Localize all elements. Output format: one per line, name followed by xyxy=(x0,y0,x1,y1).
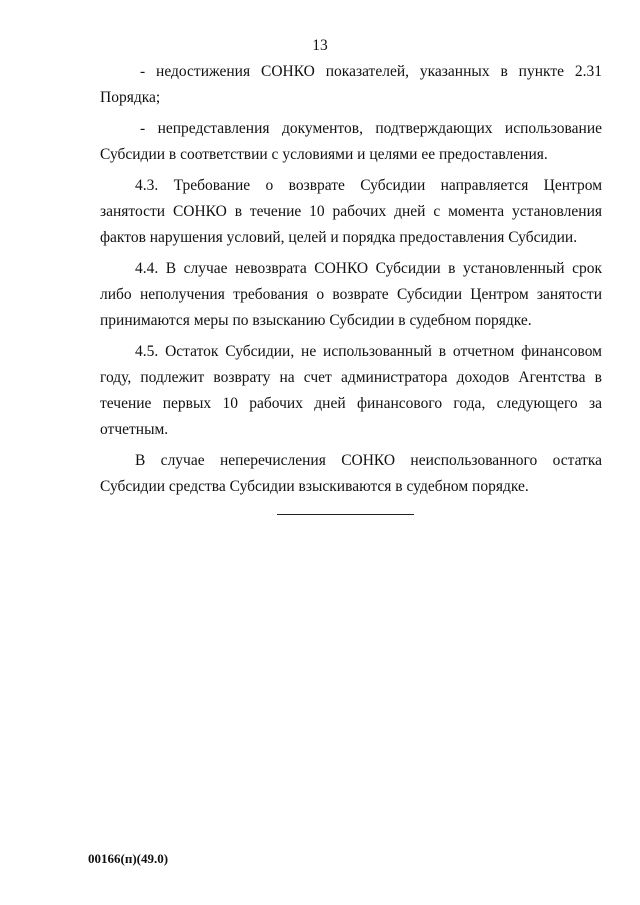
paragraph-4-3: 4.3. Требование о возврате Субсидии направляется Центром занятости СОНКО в течение 10 рабочих дней с момента установления фактов нарушения условий, целей и порядка предоставления Субсидии. xyxy=(100,177,602,246)
paragraph-4-5: 4.5. Остаток Субсидии, не использованный в отчетном финансовом году, подлежит возврату на счет администратора доходов Агентства в течение первых 10 рабочих дней финансового года, следующего за отчетным. xyxy=(100,343,602,438)
document-code: 00166(п)(49.0) xyxy=(88,851,169,866)
paragraph-non-transfer: В случае неперечисления СОНКО неиспользованного остатка Субсидии средства Субсидии взыскиваются в судебном порядке. xyxy=(100,452,602,495)
paragraph-bullet-documents: - непредставления документов, подтверждающих использование Субсидии в соответствии с условиями и целями ее предоставления. xyxy=(100,120,602,163)
paragraph-bullet-indicators: - недостижения СОНКО показателей, указанных в пункте 2.31 Порядка; xyxy=(100,63,602,106)
paragraph-4-4: 4.4. В случае невозврата СОНКО Субсидии в установленный срок либо неполучения требования о возврате Субсидии Центром занятости принимаются меры по взысканию Субсидии в судебном порядке. xyxy=(100,260,602,329)
end-divider-line xyxy=(277,514,414,515)
page-number: 13 xyxy=(312,37,328,54)
document-body xyxy=(100,59,602,505)
